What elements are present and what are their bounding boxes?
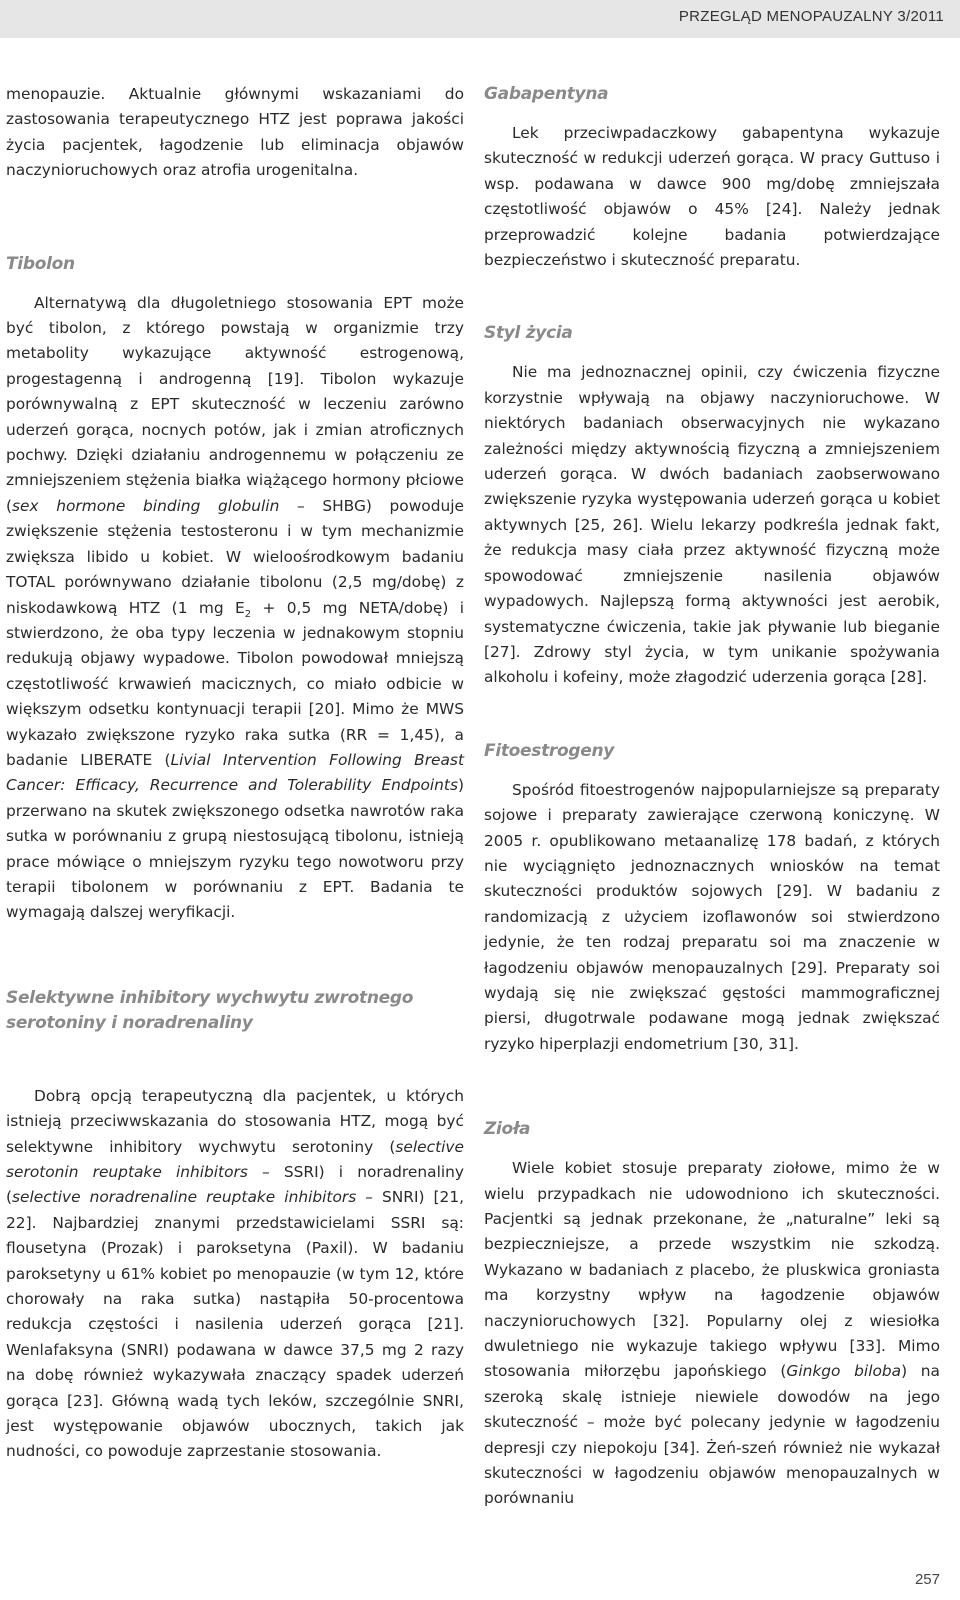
intro-paragraph: menopauzie. Aktualnie głównymi wskazaniami do zastosowania terapeutycznego HTZ jest poprawa jakości życia pacjentek, łagodzenie lub eliminacja objawów naczynioruchowych oraz atrofia urogenitalna. <box>6 85 464 180</box>
ziola-heading: Zioła <box>484 1119 531 1140</box>
ssri-heading: Selektywne inhibitory wychwytu zwrotnego serotoniny i noradrenaliny <box>6 987 414 1033</box>
ziola-paragraph: Wiele kobiet stosuje preparaty ziołowe, mimo że w wielu przypadkach nie udowodniono ich skuteczności. Pacjentki są jednak przekonane, że „naturalne” leki są bezpieczniejsze, a przede wszystkim nie szkodzą. Wykazano w badaniach z placebo, że pluskwica groniasta ma korzystny wpływ na łagodzenie objawów naczynioruchowych [32]. Popularny olej z wiesiołka dwuletniego nie wykazuje takiego wpływu [33]. Mimo stosowania miłorzębu japońskiego (Ginkgo biloba) na szeroką skalę istnieje niewiele dowodów na jego skuteczność – może być polecany jedynie w łagodzeniu depresji czy niepokoju [34]. Żeń-szeń również nie wykazał skuteczności w łagodzeniu objawów menopauzalnych w porównaniu <box>484 1159 940 1508</box>
fitoestrogeny-heading: Fitoestrogeny <box>484 740 615 761</box>
tibolon-heading: Tibolon <box>6 253 75 274</box>
page-number: 257 <box>914 1571 940 1588</box>
gabapentyna-heading: Gabapentyna <box>484 84 609 104</box>
left-column <box>6 82 464 1465</box>
right-column <box>484 82 940 1512</box>
gabapentyna-paragraph: Lek przeciwpadaczkowy gabapentyna wykazuje skuteczność w redukcji uderzeń gorąca. W pracy Guttuso i wsp. podawana w dawce 900 mg/dobę zmniejszała częstotliwość objawów o 45% [24]. Należy jednak przeprowadzić kolejne badania potwierdzające bezpieczeństwo i skuteczność preparatu. <box>484 124 940 270</box>
page-header <box>0 0 960 38</box>
journal-title: PRZEGLĄD MENOPAUZALNY 3/2011 <box>678 8 944 25</box>
ssri-paragraph: Dobrą opcją terapeutyczną dla pacjentek, u których istnieją przeciwwskazania do stosowania HTZ, mogą być selektywne inhibitory wychwytu serotoniny (selective serotonin reuptake inhibitors – SSRI) i noradrenaliny (selective noradrenaline reuptake inhibitors – SNRI) [21, 22]. Najbardziej znanymi przedstawicielami SSRI są: flousetyna (Prozak) i paroksetyna (Paxil). W badaniu paroksetyny u 61% kobiet po menopauzie (w tym 12, które chorowały na raka sutka) nastąpiła 50-procentowa redukcja częstości i nasilenia uderzeń gorąca [21]. Wenlafaksyna (SNRI) podawana w dawce 37,5 mg 2 razy na dobę również wykazywała znaczący spadek uderzeń gorąca [23]. Główną wadą tych leków, szczególnie SNRI, jest występowanie objawów ubocznych, takich jak nudności, co powoduje zaprzestanie stosowania. <box>6 1086 464 1461</box>
tibolon-paragraph: Alternatywą dla długoletniego stosowania EPT może być tibolon, z którego powstają w organizmie trzy metabolity wykazujące aktywność estrogenową, progestagenną i androgenną [19]. Tibolon wykazuje porównywalną z EPT skuteczność w leczeniu zarówno uderzeń gorąca, nocnych potów, jak i zmian atroficznych pochwy. Dzięki działaniu androgennemu w połączeniu ze zmniejszeniem stężenia białka wiążącego hormony płciowe (sex hormone binding globulin – SHBG) powoduje zwiększenie stężenia testosteronu i w tym mechanizmie zwiększa libido u kobiet. W wieloośrodkowym badaniu TOTAL porównywano działanie tibolonu (2,5 mg/dobę) z niskodawkową HTZ (1 mg $E_2 + 0,5$ mg NETA/dobę) i stwierdzono, że oba typy leczenia w jednakowym stopniu redukują objawy wypadowe. Tibolon powodował mniejszą częstotliwość krwawień macicznych, co miało odbicie w większym odsetku kontynuacji terapii [20]. Mimo że MWS wykazało zwiększone ryzyko raka sutka (RR = 1,45), a badanie LIBERATE (Livial Intervention Following Breast Cancer: Efficacy, Recurrence and Tolerability Endpoints) przerwano na skutek zwiększonego odsetka nawrotów raka sutka w porównaniu z grupą niestosującą tibolonu, istnieją prace mówiące o mniejszym ryzyku tego nowotworu przy terapii tibolonem w porównaniu z EPT. Badania te wymagają dalszej weryfikacji. <box>6 293 464 922</box>
styl-zycia-heading: Styl życia <box>484 323 573 344</box>
styl-zycia-paragraph: Nie ma jednoznacznej opinii, czy ćwiczenia fizyczne korzystnie wpływają na objawy naczynioruchowe. W niektórych badaniach obserwacyjnych nie wykazano zależności między aktywnością fizyczną a zmniejszeniem uderzeń gorąca. W dwóch badaniach zaobserwowano zwiększenie ryzyka występowania uderzeń gorąca u kobiet aktywnych [25, 26]. Wielu lekarzy podkreśla jednak fakt, że redukcja masy ciała przez aktywność fizyczną może spowodować zmniejszenie nasilenia objawów wypadowych. Najlepszą formą aktywności jest aerobik, systematyczne ćwiczenia, takie jak pływanie lub bieganie [27]. Zdrowy styl życia, w tym unikanie spożywania alkoholu i kofeiny, może złagodzić uderzenia gorąca [28]. <box>484 363 940 687</box>
fitoestrogeny-paragraph: Spośród fitoestrogenów najpopularniejsze są preparaty sojowe i preparaty zawierające czerwoną koniczynę. W 2005 r. opublikowano metaanalizę 178 badań, z których nie wyciągnięto jednoznacznych wniosków na temat skuteczności produktów sojowych [29]. W badaniu z randomizacją z użyciem izoflawonów soi stwierdzono jedynie, że ten rodzaj preparatu soi ma znaczenie w łagodzeniu objawów menopauzalnych [29]. Preparaty soi wydają się nie zwiększać gęstości mammograficznej piersi, długotrwale podawane mogą jednak zwiększać ryzyko hiperplazji endometrium [30, 31]. <box>484 780 940 1053</box>
